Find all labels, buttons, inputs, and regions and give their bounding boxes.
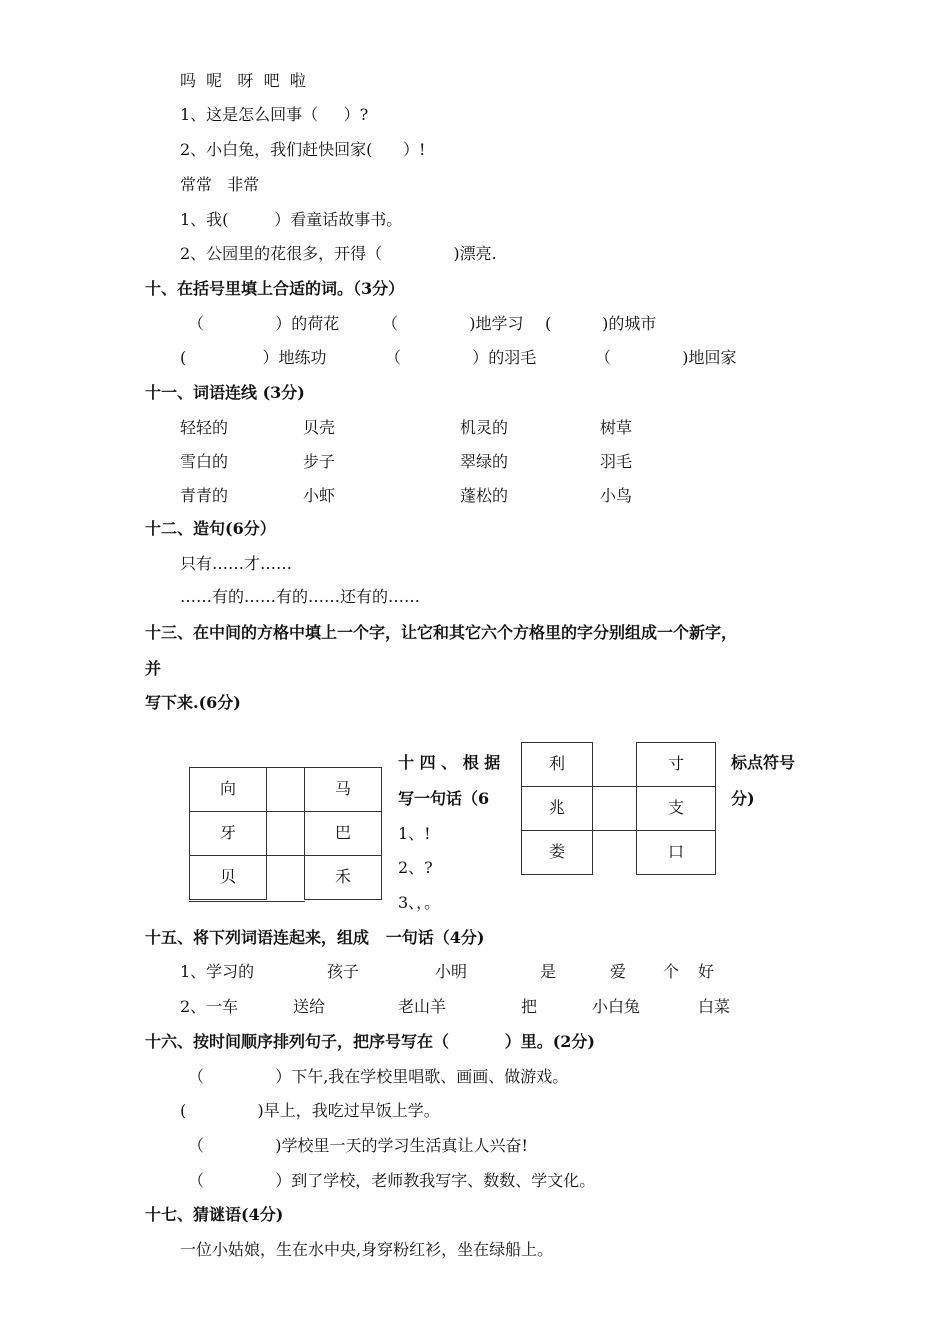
- order-item: （ )学校里一天的学习生活真让人兴奋!: [188, 1136, 528, 1155]
- word-item: 小明: [435, 962, 468, 981]
- section-title-cont: 写下来.(6分): [145, 693, 241, 712]
- fill-item: （ ）的荷花: [188, 314, 340, 333]
- match-word: 羽毛: [600, 452, 633, 471]
- grid-cell: 兆: [521, 786, 593, 831]
- match-word: 小虾: [303, 486, 336, 505]
- punctuation-item: 2、?: [398, 858, 433, 877]
- riddle-text: 一位小姑娘，生在水中央,身穿粉红衫，坐在绿船上。: [180, 1240, 554, 1259]
- section-title-cont: 并: [145, 659, 162, 678]
- word-item: 个: [663, 962, 680, 981]
- section-title: 十、在括号里填上合适的词。（3分）: [145, 279, 405, 298]
- grid-cell: 利: [521, 742, 593, 787]
- fill-item: ( )的城市: [545, 314, 657, 333]
- word-options-2: 常常 非常: [180, 175, 260, 194]
- section-title-cont: 写一句话（6: [398, 789, 490, 808]
- section-title-cont: 分): [731, 789, 755, 808]
- section-title: 十 四 、 根 据: [398, 753, 501, 772]
- grid-cell: 寸: [636, 742, 716, 787]
- question-line: 1、我( ）看童话故事书。: [180, 210, 403, 229]
- section-title: 十六、按时间顺序排列句子，把序号写在（ ）里。(2分): [145, 1032, 595, 1051]
- sentence-pattern: ……有的……有的……还有的……: [180, 587, 421, 606]
- question-line: 2、小白兔，我们赶快回家( ）!: [180, 140, 426, 159]
- word-item: 是: [540, 962, 557, 981]
- section-title: 十二、造句(6分）: [145, 519, 276, 538]
- word-item: 白菜: [698, 997, 731, 1016]
- section-title: 十七、猜谜语(4分): [145, 1205, 284, 1224]
- word-item: 孩子: [327, 962, 360, 981]
- word-options-1: 吗 呢 呀 吧 啦: [180, 71, 306, 90]
- grid-cell: 向: [189, 767, 267, 812]
- order-item: ( )早上，我吃过早饭上学。: [180, 1101, 440, 1120]
- section-title-cont: 标点符号: [731, 753, 796, 772]
- word-item: 老山羊: [398, 997, 447, 1016]
- punctuation-item: 1、!: [398, 824, 431, 843]
- grid-cell: 贝: [189, 855, 267, 900]
- word-item: 把: [521, 997, 538, 1016]
- punctuation-item: 3、，。: [398, 893, 441, 912]
- fill-item: （ ）的羽毛: [385, 348, 537, 367]
- grid-cell: 娄: [521, 830, 593, 875]
- match-word: 贝壳: [303, 418, 336, 437]
- fill-item: （ )地回家: [595, 348, 737, 367]
- question-line: 1、这是怎么回事（ ）?: [180, 105, 369, 124]
- word-item: 送给: [293, 997, 326, 1016]
- grid-cell: 马: [304, 767, 382, 812]
- fill-item: （ )地学习: [382, 314, 524, 333]
- word-item: 爱: [610, 962, 627, 981]
- grid-cell: 巴: [304, 811, 382, 856]
- sentence-pattern: 只有……才……: [180, 554, 293, 573]
- word-item: 2、一车: [180, 997, 239, 1016]
- match-word: 雪白的: [180, 452, 229, 471]
- grid-cell: 口: [636, 830, 716, 875]
- match-word: 青青的: [180, 486, 229, 505]
- match-word: 树草: [600, 418, 633, 437]
- fill-item: ( ）地练功: [180, 348, 327, 367]
- match-word: 翠绿的: [460, 452, 509, 471]
- grid-cell: 禾: [304, 855, 382, 900]
- match-word: 机灵的: [460, 418, 509, 437]
- word-item: 好: [698, 962, 715, 981]
- section-title: 十五、将下列词语连起来，组成 一句话（4分): [145, 928, 485, 947]
- grid-cell: 支: [636, 786, 716, 831]
- match-word: 蓬松的: [460, 486, 509, 505]
- question-line: 2、公园里的花很多，开得（ )漂亮.: [180, 244, 497, 263]
- order-item: （ ）到了学校，老师教我写字、数数、学文化。: [188, 1171, 596, 1190]
- match-word: 轻轻的: [180, 418, 229, 437]
- grid-cell: 牙: [189, 811, 267, 856]
- match-word: 小鸟: [600, 486, 633, 505]
- section-title: 十三、在中间的方格中填上一个字，让它和其它六个方格里的字分别组成一个新字，: [145, 623, 738, 642]
- section-title: 十一、词语连线 (3分): [145, 383, 305, 402]
- match-word: 步子: [303, 452, 336, 471]
- word-item: 1、学习的: [180, 962, 255, 981]
- word-item: 小白兔: [592, 997, 641, 1016]
- order-item: （ ）下午,我在学校里唱歌、画画、做游戏。: [188, 1067, 569, 1086]
